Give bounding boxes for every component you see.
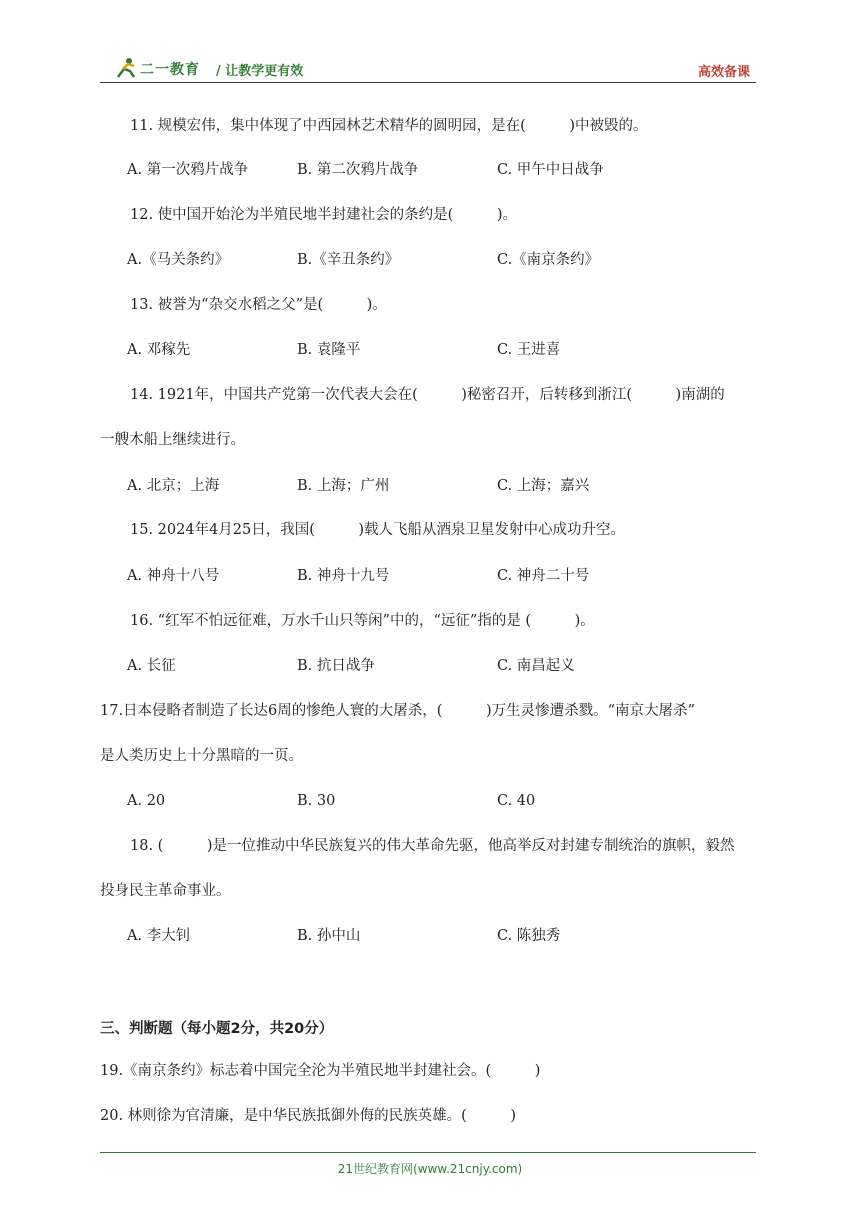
option-b: B.《辛丑条约》	[297, 252, 400, 268]
option-a: A. 李大钊	[127, 928, 191, 944]
question-19: 19.《南京条约》标志着中国完全沦为半殖民地半封建社会。( )	[100, 1063, 541, 1079]
options-14	[127, 476, 589, 496]
question-15: 15. 2024年4月25日，我国( )载人飞船从酒泉卫星发射中心成功升空。	[130, 522, 626, 538]
option-b: B. 神舟十九号	[297, 568, 390, 584]
option-c: C. 40	[497, 793, 536, 809]
options-13	[127, 340, 560, 360]
question-14-continued: 一艘木船上继续进行。	[100, 432, 245, 448]
option-c: C. 上海；嘉兴	[497, 478, 590, 494]
option-c: C. 甲午中日战争	[497, 162, 604, 178]
header-tag: 高效备课	[697, 65, 750, 80]
question-18-continued: 投身民主革命事业。	[100, 883, 231, 899]
question-11: 11. 规模宏伟，集中体现了中西园林艺术精华的圆明园，是在( )中被毁的。	[130, 118, 648, 134]
option-a: A.《马关条约》	[127, 252, 230, 268]
options-11	[127, 160, 604, 180]
footer-divider	[100, 1152, 756, 1153]
question-20: 20. 林则徐为官清廉，是中华民族抵御外侮的民族英雄。( )	[100, 1108, 516, 1124]
brand-slogan: / 让教学更有效	[216, 64, 304, 79]
option-b: B. 30	[297, 793, 336, 809]
option-c: C. 神舟二十号	[497, 568, 590, 584]
options-15	[127, 566, 589, 586]
question-13: 13. 被誉为“杂交水稻之父”是( )。	[130, 297, 387, 313]
question-18: 18. ( )是一位推动中华民族复兴的伟大革命先驱，他高举反对封建专制统治的旗帜，毅然	[130, 838, 735, 854]
option-c: C. 南昌起义	[497, 658, 575, 674]
option-b: B. 上海；广州	[297, 478, 390, 494]
option-b: B. 袁隆平	[297, 342, 361, 358]
page-header	[100, 55, 756, 87]
page-footer: 21世纪教育网(www.21cnjy.com)	[337, 1162, 523, 1176]
section-heading: 三、判断题（每小题2分，共20分）	[100, 1021, 334, 1037]
options-18	[127, 926, 560, 946]
option-c: C.《南京条约》	[497, 252, 600, 268]
option-b: B. 抗日战争	[297, 658, 375, 674]
option-c: C. 王进喜	[497, 342, 561, 358]
option-a: A. 20	[127, 793, 166, 809]
option-a: A. 长征	[127, 658, 176, 674]
header-divider	[100, 82, 756, 83]
option-a: A. 第一次鸦片战争	[127, 162, 249, 178]
option-a: A. 北京；上海	[127, 478, 220, 494]
options-17	[127, 791, 535, 811]
question-12: 12. 使中国开始沦为半殖民地半封建社会的条约是( )。	[130, 207, 517, 223]
option-b: B. 孙中山	[297, 928, 361, 944]
options-12	[127, 250, 599, 270]
option-c: C. 陈独秀	[497, 928, 561, 944]
options-16	[127, 656, 575, 676]
option-a: A. 邓稼先	[127, 342, 191, 358]
runner-logo-icon	[114, 57, 138, 79]
brand-name: 二一教育	[140, 62, 200, 78]
question-14: 14. 1921年，中国共产党第一次代表大会在( )秘密召开，后转移到浙江( )南湖的	[130, 387, 725, 403]
option-b: B. 第二次鸦片战争	[297, 162, 419, 178]
option-a: A. 神舟十八号	[127, 568, 220, 584]
question-17-continued: 是人类历史上十分黑暗的一页。	[100, 748, 303, 764]
question-17: 17.日本侵略者制造了长达6周的惨绝人寰的大屠杀，( )万生灵惨遭杀戮。“南京大屠杀”	[100, 703, 695, 719]
question-16: 16. “红军不怕远征难，万水千山只等闲”中的，“远征”指的是 ( )。	[130, 613, 595, 629]
